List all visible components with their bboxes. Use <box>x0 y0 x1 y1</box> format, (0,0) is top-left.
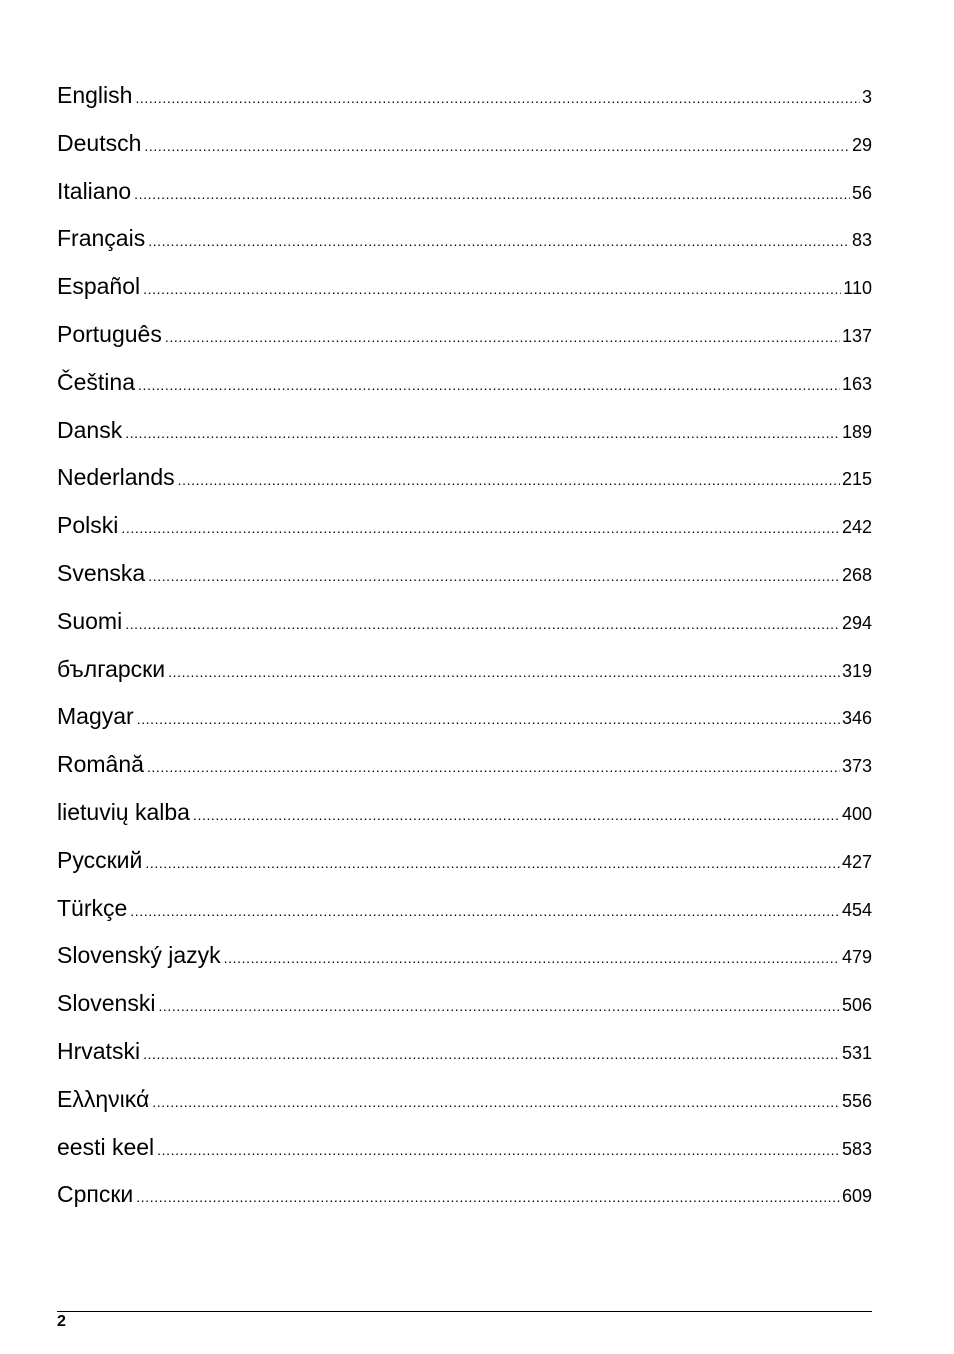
toc-page-number: 319 <box>841 660 872 681</box>
toc-leader-dots <box>143 281 841 297</box>
toc-page-number: 189 <box>841 421 872 442</box>
toc-page-number: 110 <box>843 278 872 299</box>
toc-entry-deutsch[interactable] <box>57 124 872 172</box>
toc-language: Magyar <box>57 703 134 730</box>
toc-leader-dots <box>152 1094 840 1110</box>
toc-entry-greek[interactable] <box>57 1080 872 1128</box>
toc-page-number: 83 <box>851 230 872 251</box>
toc-leader-dots <box>137 711 840 727</box>
toc-entry-serbian[interactable] <box>57 1175 872 1223</box>
toc-page-number: 609 <box>841 1186 872 1207</box>
toc-page-number: 215 <box>841 469 872 490</box>
toc-leader-dots <box>148 568 840 584</box>
toc-language: Deutsch <box>57 129 142 156</box>
toc-page-number: 454 <box>841 899 872 920</box>
toc-entry-lietuviu[interactable] <box>57 793 872 841</box>
toc-entry-romana[interactable] <box>57 745 872 793</box>
table-of-contents <box>57 76 872 1223</box>
toc-leader-dots <box>130 903 840 919</box>
toc-page-number: 556 <box>841 1090 872 1111</box>
toc-entry-italiano[interactable] <box>57 172 872 220</box>
toc-leader-dots <box>144 138 850 154</box>
toc-leader-dots <box>125 616 840 632</box>
toc-language: English <box>57 82 133 108</box>
toc-entry-english[interactable] <box>57 76 872 124</box>
toc-leader-dots <box>193 807 840 823</box>
toc-language: Türkçe <box>57 894 128 921</box>
toc-leader-dots <box>168 664 840 680</box>
toc-leader-dots <box>147 759 840 775</box>
toc-language: Slovenský jazyk <box>57 942 221 969</box>
toc-leader-dots <box>165 329 840 345</box>
toc-language: Čeština <box>57 368 135 395</box>
toc-entry-magyar[interactable] <box>57 697 872 745</box>
toc-page-number: 163 <box>841 373 872 394</box>
toc-entry-hrvatski[interactable] <box>57 1032 872 1080</box>
toc-page-number: 346 <box>841 708 872 729</box>
toc-language: Српски <box>57 1181 134 1208</box>
toc-page-number: 506 <box>841 995 872 1016</box>
toc-leader-dots <box>125 425 840 441</box>
toc-entry-slovensky[interactable] <box>57 936 872 984</box>
toc-entry-russian[interactable] <box>57 841 872 889</box>
toc-page-number: 268 <box>841 564 872 585</box>
footer-page-number: 2 <box>57 1313 66 1330</box>
toc-leader-dots <box>145 855 840 871</box>
toc-language: lietuvių kalba <box>57 798 190 825</box>
toc-page-number: 56 <box>851 182 872 203</box>
toc-leader-dots <box>134 186 850 202</box>
toc-leader-dots <box>121 520 840 536</box>
toc-language: Français <box>57 225 146 252</box>
toc-page-number: 479 <box>841 947 872 968</box>
toc-language: Română <box>57 751 144 778</box>
toc-language: Italiano <box>57 177 132 204</box>
toc-page-number: 400 <box>841 803 872 824</box>
toc-language: Español <box>57 273 141 300</box>
toc-language: Polski <box>57 512 119 539</box>
toc-page-number: 373 <box>841 756 872 777</box>
toc-language: Русский <box>57 846 143 873</box>
toc-entry-dansk[interactable] <box>57 411 872 459</box>
toc-entry-svenska[interactable] <box>57 554 872 602</box>
toc-language: eesti keel <box>57 1133 155 1160</box>
toc-entry-suomi[interactable] <box>57 602 872 650</box>
toc-page-number: 294 <box>841 612 872 633</box>
toc-leader-dots <box>138 377 840 393</box>
toc-leader-dots <box>136 1189 840 1205</box>
toc-entry-slovenski[interactable] <box>57 984 872 1032</box>
toc-leader-dots <box>158 998 840 1014</box>
toc-entry-turkce[interactable] <box>57 889 872 937</box>
toc-language: Slovenski <box>57 990 156 1017</box>
toc-page-number: 531 <box>841 1042 872 1063</box>
toc-leader-dots <box>148 233 850 249</box>
toc-language: български <box>57 655 166 682</box>
toc-entry-eesti[interactable] <box>57 1128 872 1176</box>
toc-leader-dots <box>135 90 860 106</box>
toc-leader-dots <box>157 1142 840 1158</box>
toc-entry-portugues[interactable] <box>57 315 872 363</box>
footer-divider <box>57 1311 872 1312</box>
toc-language: Svenska <box>57 559 146 586</box>
toc-entry-espanol[interactable] <box>57 267 872 315</box>
toc-entry-polski[interactable] <box>57 506 872 554</box>
toc-language: Suomi <box>57 607 123 634</box>
toc-language: Hrvatski <box>57 1037 141 1064</box>
toc-leader-dots <box>224 950 840 966</box>
toc-leader-dots <box>143 1046 840 1062</box>
toc-language: Dansk <box>57 416 123 443</box>
toc-language: Português <box>57 320 162 347</box>
toc-page-number: 29 <box>851 134 872 155</box>
toc-page-number: 242 <box>841 517 872 538</box>
toc-page-number: 3 <box>861 87 872 107</box>
toc-leader-dots <box>178 472 840 488</box>
toc-entry-nederlands[interactable] <box>57 458 872 506</box>
toc-entry-francais[interactable] <box>57 219 872 267</box>
toc-entry-bulgarian[interactable] <box>57 650 872 698</box>
toc-page-number: 427 <box>841 851 872 872</box>
toc-page-number: 583 <box>841 1138 872 1159</box>
toc-language: Nederlands <box>57 464 175 491</box>
toc-language: Ελληνικά <box>57 1085 150 1112</box>
toc-entry-cestina[interactable] <box>57 363 872 411</box>
toc-page-number: 137 <box>841 325 872 346</box>
